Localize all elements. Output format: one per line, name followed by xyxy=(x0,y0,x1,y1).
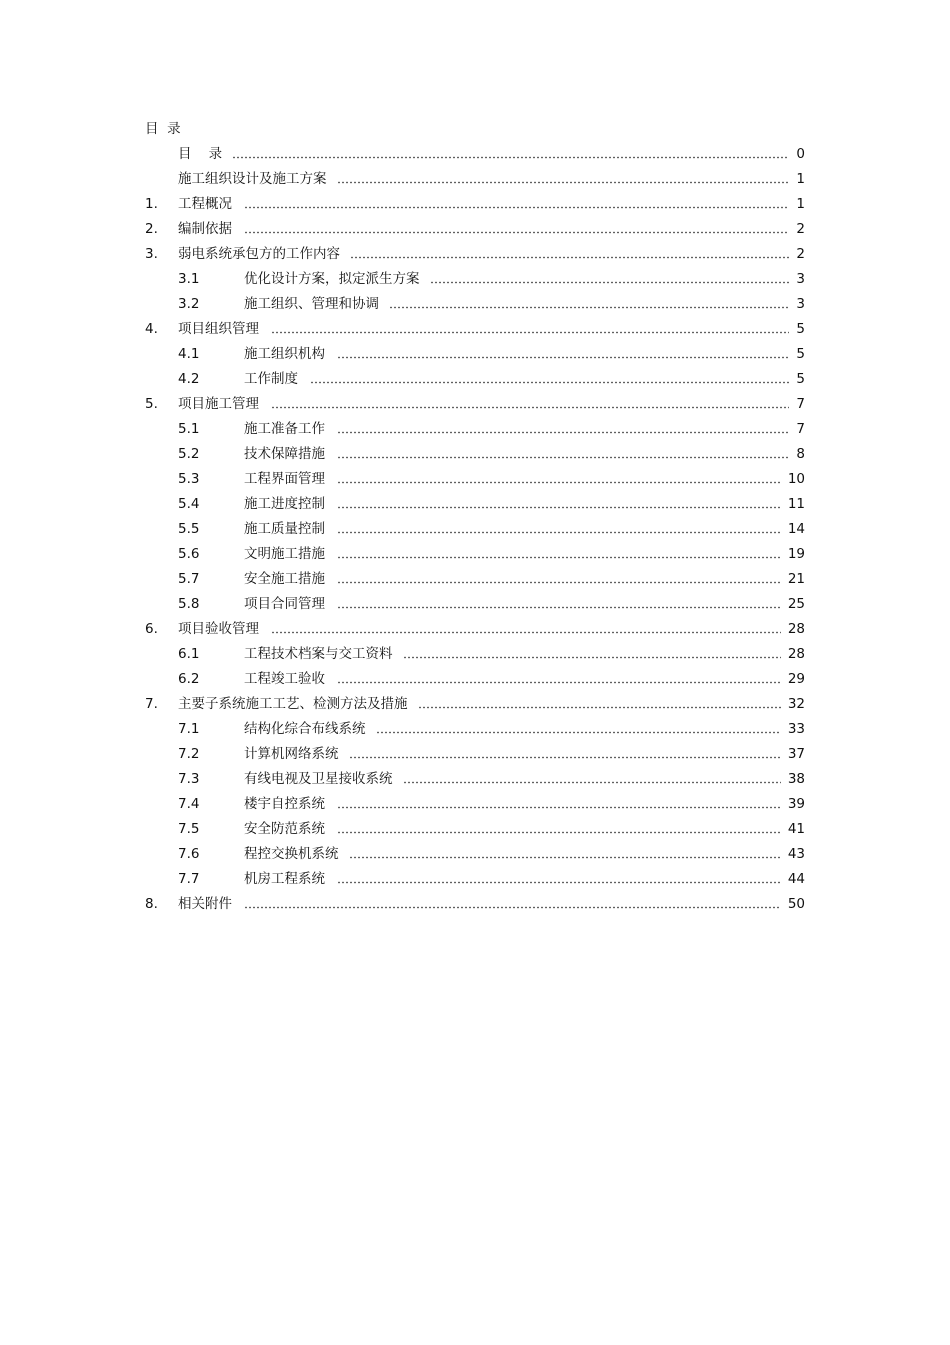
toc-entry-page: 14 xyxy=(787,521,805,537)
toc-entry-label: 结构化综合布线系统 xyxy=(244,721,366,737)
toc-entry-page: 44 xyxy=(787,871,805,887)
toc-entry[interactable] xyxy=(0,317,950,342)
toc-entry-page: 43 xyxy=(787,846,805,862)
toc-entry-label: 有线电视及卫星接收系统 xyxy=(244,771,393,787)
toc-entry-label: 优化设计方案，拟定派生方案 xyxy=(244,271,420,287)
toc-entry-label: 项目验收管理 xyxy=(178,621,259,637)
toc-dot-leader xyxy=(349,751,781,763)
toc-entry-number: 5.3 xyxy=(178,471,200,487)
toc-entry-page: 29 xyxy=(787,671,805,687)
toc-entry[interactable] xyxy=(0,517,950,542)
toc-entry-label: 安全施工措施 xyxy=(244,571,325,587)
toc-entry[interactable] xyxy=(0,392,950,417)
toc-entry-label: 施工质量控制 xyxy=(244,521,325,537)
toc-entry[interactable] xyxy=(0,342,950,367)
toc-entry[interactable] xyxy=(0,742,950,767)
toc-entry-page: 1 xyxy=(796,196,805,212)
toc-entry-label: 文明施工措施 xyxy=(244,546,325,562)
toc-entry-number: 5.8 xyxy=(178,596,200,612)
toc-dot-leader xyxy=(430,276,789,288)
toc-dot-leader xyxy=(232,151,789,163)
toc-entry-label: 主要子系统施工工艺、检测方法及措施 xyxy=(178,696,408,712)
toc-title: 目 录 xyxy=(145,121,181,137)
toc-entry-number: 2. xyxy=(145,221,158,237)
toc-entry-page: 3 xyxy=(796,296,805,312)
toc-entry-number: 7.5 xyxy=(178,821,200,837)
toc-entry-label: 相关附件 xyxy=(178,896,232,912)
toc-entry[interactable] xyxy=(0,167,950,192)
toc-entry-label: 施工组织、管理和协调 xyxy=(244,296,379,312)
toc-entry-page: 7 xyxy=(796,396,805,412)
toc-entry-page: 8 xyxy=(796,446,805,462)
toc-entry-number: 6. xyxy=(145,621,158,637)
toc-entry-label: 工作制度 xyxy=(244,371,298,387)
toc-entry[interactable] xyxy=(0,692,950,717)
toc-entry-page: 21 xyxy=(787,571,805,587)
toc-entry[interactable] xyxy=(0,192,950,217)
toc-entry-label: 工程概况 xyxy=(178,196,232,212)
table-of-contents xyxy=(0,142,950,917)
toc-dot-leader xyxy=(403,651,781,663)
toc-entry-number: 5. xyxy=(145,396,158,412)
toc-entry-label: 施工准备工作 xyxy=(244,421,325,437)
toc-dot-leader xyxy=(271,326,789,338)
toc-dot-leader xyxy=(349,851,781,863)
toc-entry[interactable] xyxy=(0,842,950,867)
toc-entry-number: 6.2 xyxy=(178,671,200,687)
toc-entry-number: 8. xyxy=(145,896,158,912)
toc-entry-label: 目 录 xyxy=(178,146,223,162)
toc-dot-leader xyxy=(337,826,781,838)
toc-entry[interactable] xyxy=(0,667,950,692)
toc-entry-page: 41 xyxy=(787,821,805,837)
toc-entry-page: 2 xyxy=(796,246,805,262)
toc-entry-label: 安全防范系统 xyxy=(244,821,325,837)
toc-entry[interactable] xyxy=(0,817,950,842)
toc-entry-page: 50 xyxy=(787,896,805,912)
toc-dot-leader xyxy=(244,226,789,238)
toc-entry[interactable] xyxy=(0,367,950,392)
toc-entry-label: 施工进度控制 xyxy=(244,496,325,512)
toc-dot-leader xyxy=(337,176,789,188)
toc-dot-leader xyxy=(337,526,781,538)
toc-entry-page: 5 xyxy=(796,346,805,362)
toc-dot-leader xyxy=(337,576,781,588)
toc-dot-leader xyxy=(376,726,781,738)
toc-entry[interactable] xyxy=(0,717,950,742)
toc-entry[interactable] xyxy=(0,792,950,817)
toc-entry-number: 4.2 xyxy=(178,371,200,387)
toc-entry-label: 计算机网络系统 xyxy=(244,746,339,762)
toc-entry-label: 编制依据 xyxy=(178,221,232,237)
toc-entry[interactable] xyxy=(0,292,950,317)
toc-entry-page: 3 xyxy=(796,271,805,287)
toc-entry-page: 0 xyxy=(796,146,805,162)
toc-entry-label: 工程竣工验收 xyxy=(244,671,325,687)
toc-entry-page: 2 xyxy=(796,221,805,237)
toc-entry-page: 38 xyxy=(787,771,805,787)
toc-entry-page: 7 xyxy=(796,421,805,437)
toc-entry-page: 5 xyxy=(796,371,805,387)
toc-entry-number: 3. xyxy=(145,246,158,262)
toc-entry-page: 1 xyxy=(796,171,805,187)
toc-entry-page: 25 xyxy=(787,596,805,612)
toc-entry[interactable] xyxy=(0,217,950,242)
toc-entry-number: 5.4 xyxy=(178,496,200,512)
toc-dot-leader xyxy=(337,451,789,463)
toc-entry-label: 项目施工管理 xyxy=(178,396,259,412)
toc-entry-page: 28 xyxy=(787,646,805,662)
toc-entry-number: 5.1 xyxy=(178,421,200,437)
toc-dot-leader xyxy=(337,351,789,363)
toc-entry-page: 32 xyxy=(787,696,805,712)
toc-entry[interactable] xyxy=(0,442,950,467)
toc-dot-leader xyxy=(337,476,781,488)
toc-entry[interactable] xyxy=(0,142,950,167)
toc-entry[interactable] xyxy=(0,242,950,267)
toc-dot-leader xyxy=(337,551,781,563)
toc-entry-number: 3.1 xyxy=(178,271,200,287)
toc-dot-leader xyxy=(310,376,789,388)
toc-entry-page: 11 xyxy=(787,496,805,512)
toc-dot-leader xyxy=(337,876,781,888)
toc-dot-leader xyxy=(350,251,789,263)
toc-entry[interactable] xyxy=(0,867,950,892)
toc-entry-label: 程控交换机系统 xyxy=(244,846,339,862)
toc-dot-leader xyxy=(337,676,781,688)
toc-dot-leader xyxy=(337,601,781,613)
toc-entry-number: 6.1 xyxy=(178,646,200,662)
toc-entry-label: 施工组织设计及施工方案 xyxy=(178,171,327,187)
toc-entry-label: 技术保障措施 xyxy=(244,446,325,462)
toc-entry-page: 39 xyxy=(787,796,805,812)
toc-entry-number: 1. xyxy=(145,196,158,212)
toc-entry-number: 7.2 xyxy=(178,746,200,762)
toc-entry-page: 10 xyxy=(787,471,805,487)
toc-entry-number: 4. xyxy=(145,321,158,337)
toc-entry[interactable] xyxy=(0,267,950,292)
toc-dot-leader xyxy=(337,501,781,513)
toc-entry-label: 工程界面管理 xyxy=(244,471,325,487)
toc-entry-number: 7.1 xyxy=(178,721,200,737)
toc-dot-leader xyxy=(337,801,781,813)
toc-entry-number: 5.5 xyxy=(178,521,200,537)
toc-entry-page: 33 xyxy=(787,721,805,737)
toc-entry[interactable] xyxy=(0,467,950,492)
toc-dot-leader xyxy=(403,776,781,788)
toc-entry-label: 楼宇自控系统 xyxy=(244,796,325,812)
toc-dot-leader xyxy=(244,201,789,213)
toc-entry-number: 5.7 xyxy=(178,571,200,587)
toc-entry[interactable] xyxy=(0,892,950,917)
toc-entry[interactable] xyxy=(0,542,950,567)
toc-entry-label: 施工组织机构 xyxy=(244,346,325,362)
toc-dot-leader xyxy=(244,901,781,913)
toc-entry-number: 5.6 xyxy=(178,546,200,562)
toc-dot-leader xyxy=(271,401,789,413)
toc-entry-number: 5.2 xyxy=(178,446,200,462)
toc-entry-number: 3.2 xyxy=(178,296,200,312)
toc-entry-page: 28 xyxy=(787,621,805,637)
toc-entry-page: 19 xyxy=(787,546,805,562)
toc-entry-label: 项目组织管理 xyxy=(178,321,259,337)
toc-entry[interactable] xyxy=(0,767,950,792)
toc-entry-page: 37 xyxy=(787,746,805,762)
toc-entry-number: 7.3 xyxy=(178,771,200,787)
toc-entry-number: 7. xyxy=(145,696,158,712)
toc-entry-number: 7.4 xyxy=(178,796,200,812)
toc-entry-number: 7.6 xyxy=(178,846,200,862)
toc-entry[interactable] xyxy=(0,592,950,617)
toc-entry[interactable] xyxy=(0,417,950,442)
toc-entry-label: 项目合同管理 xyxy=(244,596,325,612)
toc-entry-label: 机房工程系统 xyxy=(244,871,325,887)
toc-entry-number: 4.1 xyxy=(178,346,200,362)
toc-dot-leader xyxy=(418,701,781,713)
toc-entry-number: 7.7 xyxy=(178,871,200,887)
toc-dot-leader xyxy=(271,626,781,638)
toc-entry[interactable] xyxy=(0,567,950,592)
toc-entry[interactable] xyxy=(0,492,950,517)
toc-entry-label: 工程技术档案与交工资料 xyxy=(244,646,393,662)
toc-dot-leader xyxy=(337,426,789,438)
toc-entry-label: 弱电系统承包方的工作内容 xyxy=(178,246,340,262)
toc-entry-page: 5 xyxy=(796,321,805,337)
toc-dot-leader xyxy=(389,301,789,313)
toc-entry[interactable] xyxy=(0,642,950,667)
toc-entry[interactable] xyxy=(0,617,950,642)
